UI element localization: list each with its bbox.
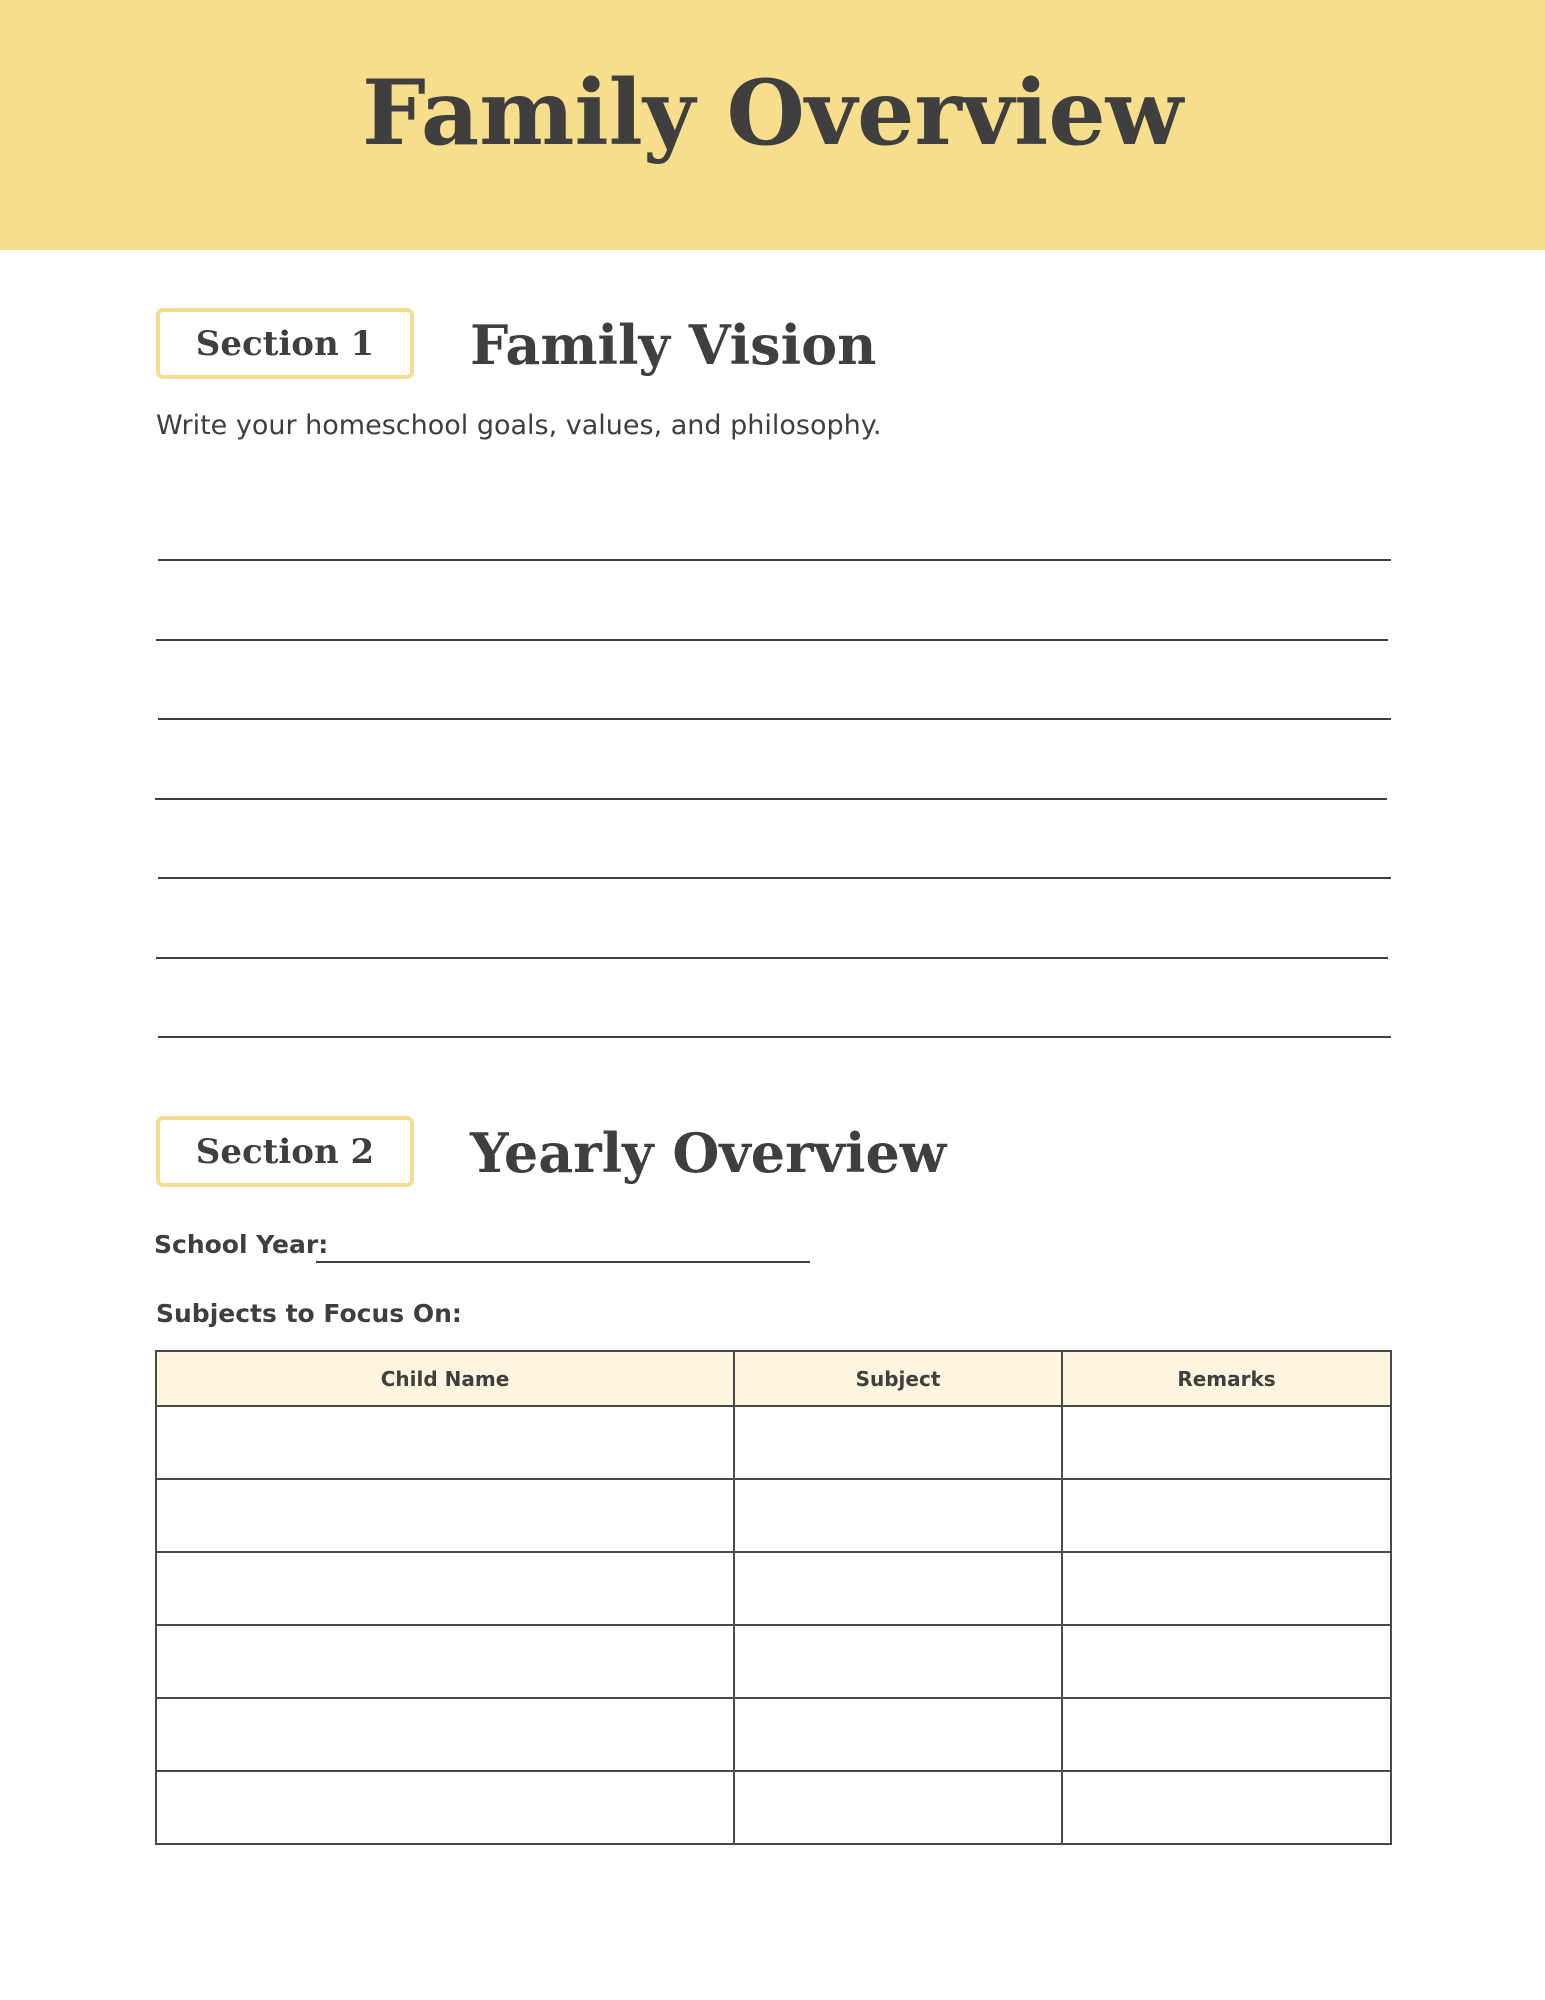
remarks-cell[interactable] [1062, 1479, 1391, 1552]
writing-line[interactable] [158, 559, 1391, 561]
remarks-cell[interactable] [1062, 1406, 1391, 1479]
table-row [156, 1698, 1391, 1771]
section-1-instruction: Write your homeschool goals, values, and philosophy. [156, 410, 882, 441]
column-header-child-name: Child Name [156, 1351, 734, 1406]
subject-cell[interactable] [734, 1406, 1062, 1479]
section-1-heading: Family Vision [470, 313, 877, 377]
page-title: Family Overview [361, 60, 1184, 166]
writing-line[interactable] [158, 877, 1391, 879]
school-year-field[interactable] [316, 1261, 810, 1263]
table-header-row [156, 1351, 1391, 1406]
child-name-cell[interactable] [156, 1771, 734, 1844]
column-header-remarks: Remarks [1062, 1351, 1391, 1406]
remarks-cell[interactable] [1062, 1625, 1391, 1698]
child-name-cell[interactable] [156, 1625, 734, 1698]
remarks-cell[interactable] [1062, 1698, 1391, 1771]
remarks-cell[interactable] [1062, 1771, 1391, 1844]
subject-cell[interactable] [734, 1552, 1062, 1625]
writing-line[interactable] [155, 798, 1387, 800]
writing-line[interactable] [158, 718, 1391, 720]
writing-line[interactable] [158, 1036, 1391, 1038]
writing-line[interactable] [156, 639, 1388, 641]
section-2-badge: Section 2 [156, 1116, 414, 1187]
table-row [156, 1479, 1391, 1552]
subjects-label: Subjects to Focus On: [156, 1299, 462, 1328]
subjects-table [155, 1350, 1392, 1845]
table-row [156, 1771, 1391, 1844]
child-name-cell[interactable] [156, 1479, 734, 1552]
subject-cell[interactable] [734, 1625, 1062, 1698]
writing-line[interactable] [156, 957, 1388, 959]
remarks-cell[interactable] [1062, 1552, 1391, 1625]
table-row [156, 1406, 1391, 1479]
header-banner [0, 0, 1545, 250]
column-header-subject: Subject [734, 1351, 1062, 1406]
section-2-heading: Yearly Overview [470, 1121, 947, 1185]
table-row [156, 1625, 1391, 1698]
child-name-cell[interactable] [156, 1406, 734, 1479]
subject-cell[interactable] [734, 1479, 1062, 1552]
child-name-cell[interactable] [156, 1552, 734, 1625]
child-name-cell[interactable] [156, 1698, 734, 1771]
section-1-badge: Section 1 [156, 308, 414, 379]
table-row [156, 1552, 1391, 1625]
subject-cell[interactable] [734, 1698, 1062, 1771]
school-year-label: School Year: [154, 1230, 329, 1259]
subject-cell[interactable] [734, 1771, 1062, 1844]
